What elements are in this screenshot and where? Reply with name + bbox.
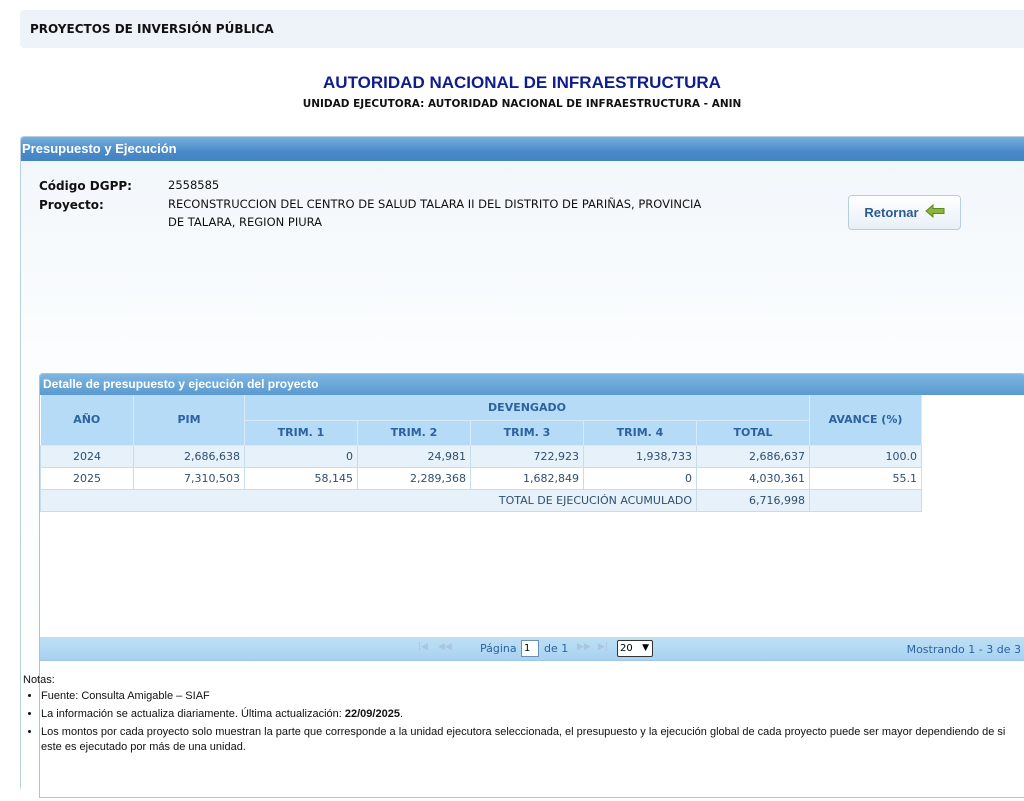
cell-trim2: 24,981 [358,445,471,467]
arrow-left-icon [925,204,945,221]
code-value: 2558585 [168,178,220,192]
next-page-icon[interactable]: ▶▶ [577,642,591,652]
note-item: • La información se actualiza diariamente. Última actualización: 22/09/2025. [41,707,1013,722]
table-row[interactable] [41,445,922,467]
cell-pim: 2,686,638 [134,445,245,467]
table-row[interactable] [41,467,922,489]
first-page-icon[interactable]: |◀ [418,642,428,652]
cell-trim4: 0 [584,467,697,489]
page-size-select[interactable] [617,640,653,657]
entity-title: AUTORIDAD NACIONAL DE INFRAESTRUCTURA [323,73,721,92]
col-devengado: DEVENGADO [245,395,810,420]
page-count: de 1 [544,642,569,655]
project-name-line2: DE TALARA, REGION PIURA [168,215,323,229]
cell-year: 2024 [41,445,134,467]
cell-trim4: 1,938,733 [584,445,697,467]
col-trim2[interactable]: TRIM. 2 [358,420,471,445]
notes-title: Notas: [23,674,55,686]
page-label: Página [480,642,517,655]
prev-page-icon[interactable]: ◀◀ [438,642,452,652]
pager [39,637,1024,661]
page-size-value: 20 [620,643,633,654]
cell-pim: 7,310,503 [134,467,245,489]
cell-total: 4,030,361 [697,467,810,489]
project-label: Proyecto: [39,198,104,212]
project-name-line1: RECONSTRUCCION DEL CENTRO DE SALUD TALARA II DEL DISTRITO DE PARIÑAS, PROVINCIA [168,197,702,211]
summary-value: 6,716,998 [697,489,810,511]
showing-count: Mostrando 1 - 3 de 3 [906,643,1021,656]
col-avance[interactable]: AVANCE (%) [810,395,922,445]
cell-trim3: 1,682,849 [471,467,584,489]
col-trim1[interactable]: TRIM. 1 [245,420,358,445]
section-title: PROYECTOS DE INVERSIÓN PÚBLICA [20,10,1024,48]
return-label: Retornar [864,205,919,220]
cell-avance: 55.1 [810,467,922,489]
col-total[interactable]: TOTAL [697,420,810,445]
col-trim4[interactable]: TRIM. 4 [584,420,697,445]
budget-table [40,395,922,512]
summary-label: TOTAL DE EJECUCIÓN ACUMULADO [41,489,697,511]
notes [23,674,1013,758]
last-update-date: 22/09/2025 [344,708,400,720]
cell-year: 2025 [41,467,134,489]
col-year[interactable]: AÑO [41,395,134,445]
grid-title: Detalle de presupuesto y ejecución del proyecto [40,374,1024,395]
col-pim[interactable]: PIM [134,395,245,445]
cell-trim1: 0 [245,445,358,467]
budget-panel [20,136,1024,791]
page-input[interactable] [521,640,539,657]
cell-trim2: 2,289,368 [358,467,471,489]
executing-unit: UNIDAD EJECUTORA: AUTORIDAD NACIONAL DE INFRAESTRUCTURA - ANIN [302,98,742,110]
note-item: • Fuente: Consulta Amigable – SIAF [41,689,1013,704]
chevron-down-icon: ▼ [642,643,649,653]
last-page-icon[interactable]: ▶| [598,642,608,652]
note-item: • Los montos por cada proyecto solo muestran la parte que corresponde a la unidad ejecutora seleccionada, el presupuesto y la ejecución global de cada proyecto puede ser mayor dependiendo de si este es ejecutado por más de una unidad. [41,725,1013,755]
cell-trim3: 722,923 [471,445,584,467]
summary-empty [810,489,922,511]
return-button[interactable] [848,195,961,230]
col-trim3[interactable]: TRIM. 3 [471,420,584,445]
cell-avance: 100.0 [810,445,922,467]
code-label: Código DGPP: [39,179,132,193]
cell-trim1: 58,145 [245,467,358,489]
summary-row [41,489,922,511]
panel-title: Presupuesto y Ejecución [21,137,1024,161]
cell-total: 2,686,637 [697,445,810,467]
